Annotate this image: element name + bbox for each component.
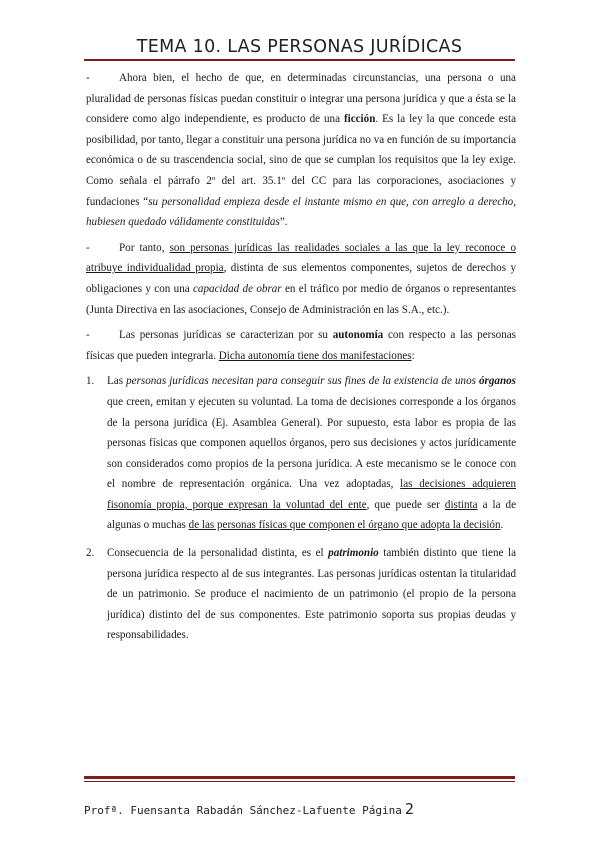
page-footer bbox=[84, 800, 414, 818]
underlined-phrase: Dicha autonomía tiene dos manifestaciones bbox=[218, 349, 412, 362]
underlined-phrase: de las personas físicas que componen el órgano que adopta la decisión bbox=[188, 519, 501, 532]
quote-italic: su personalidad empieza desde el instante mismo en que, con arreglo a derecho, hubiesen quedado válidamente constituidas bbox=[86, 195, 516, 229]
text-run: . bbox=[500, 519, 504, 532]
text-run: , que puede ser bbox=[366, 498, 445, 511]
text-run: : bbox=[411, 349, 415, 362]
underlined-word: distinta bbox=[444, 498, 478, 511]
bold-term-ficcion: ficción bbox=[343, 113, 376, 126]
list-number: 1. bbox=[86, 375, 95, 388]
italic-phrase: personas jurídicas necesitan para conseguir sus fines de la existencia de unos bbox=[126, 375, 479, 388]
text-run: ”. bbox=[279, 216, 288, 229]
text-run: a la de algunas o muchas bbox=[107, 498, 516, 532]
text-run: Las bbox=[107, 375, 127, 388]
footer-rule-thick bbox=[84, 776, 515, 779]
bullet-dash: - bbox=[86, 329, 90, 342]
text-run: Consecuencia de la personalidad distinta, es el bbox=[107, 547, 329, 560]
text-run: Las personas jurídicas se caracterizan por su bbox=[119, 329, 333, 342]
document-body bbox=[86, 68, 516, 653]
text-run: también distinto que tiene la persona jurídica respecto al de sus integrantes. Las personas jurídicas ostentan la titularidad de un patrimonio. Se produce el nacimiento de un patrimonio (el propio de la persona jurídica) distinto del de sus componentes. Este patrimonio soporta sus propias deudas y responsabilidades. bbox=[107, 547, 516, 642]
bullet-dash: - bbox=[86, 241, 90, 254]
footer-rule-thin bbox=[84, 781, 515, 782]
text-run: , distinta de sus elementos componentes, sujetos de derechos y obligaciones y con una bbox=[86, 262, 516, 295]
paragraph-definicion bbox=[86, 238, 516, 320]
list-item-organos bbox=[86, 371, 516, 536]
page-number: 2 bbox=[404, 800, 414, 818]
header-rule bbox=[84, 59, 515, 61]
text-run: con respecto a las personas físicas que pueden integrarla. bbox=[86, 329, 516, 362]
list-item-patrimonio bbox=[86, 543, 516, 646]
underlined-definition: son personas jurídicas las realidades sociales a las que la ley reconoce o atribuye individualidad propia bbox=[86, 241, 516, 275]
bold-italic-term-organos: órganos bbox=[479, 375, 516, 388]
text-run: Ahora bien, el hecho de que, en determinadas circunstancias, una persona o una pluralidad de personas físicas puedan constituir o integrar una persona jurídica y que a ésta se la considere como algo independiente, es producto de una bbox=[86, 72, 516, 126]
text-run: en el tráfico por medio de órganos o representantes (Junta Directiva en las asociaciones, Consejo de Administración en las S.A., etc.). bbox=[86, 282, 516, 316]
list-number: 2. bbox=[86, 547, 95, 560]
text-run: Por tanto, bbox=[119, 241, 170, 254]
paragraph-ficcion bbox=[86, 68, 516, 233]
bold-italic-term-patrimonio: patrimonio bbox=[328, 547, 379, 560]
text-run: que creen, emitan y ejecuten su voluntad. La toma de decisiones corresponde a los órganos de la persona jurídica (Ej. Asamblea General). Por supuesto, esta labor es propia de las personas físicas que componen aquellos órganos, pero sus decisiones y actos jurídicamente son considerados como propios de la persona jurídica. A este mecanismo se le conoce con el nombre de representación orgánica. Una vez adoptadas, bbox=[107, 395, 516, 491]
paragraph-autonomia bbox=[86, 325, 516, 366]
italic-term: capacidad de obrar bbox=[193, 282, 282, 295]
text-run: . Es la ley la que concede esta posibilidad, por tanto, llegar a constituir una persona jurídica no va en función de su importancia económica o de su trascendencia social, sino de que se cumplan los requisitos que la ley exige. Como señala el párrafo 2º del art. 35.1º del CC para las corporaciones, asociaciones y fundaciones “ bbox=[86, 113, 516, 208]
bold-term-autonomia: autonomía bbox=[332, 329, 384, 342]
underlined-phrase: las decisiones adquieren fisonomía propia, porque expresan la voluntad del ente bbox=[107, 478, 516, 511]
bullet-dash: - bbox=[86, 72, 90, 84]
footer-author: Profª. Fuensanta Rabadán Sánchez-Lafuente Página bbox=[84, 804, 402, 817]
page-title: TEMA 10. LAS PERSONAS JURÍDICAS bbox=[136, 37, 463, 57]
